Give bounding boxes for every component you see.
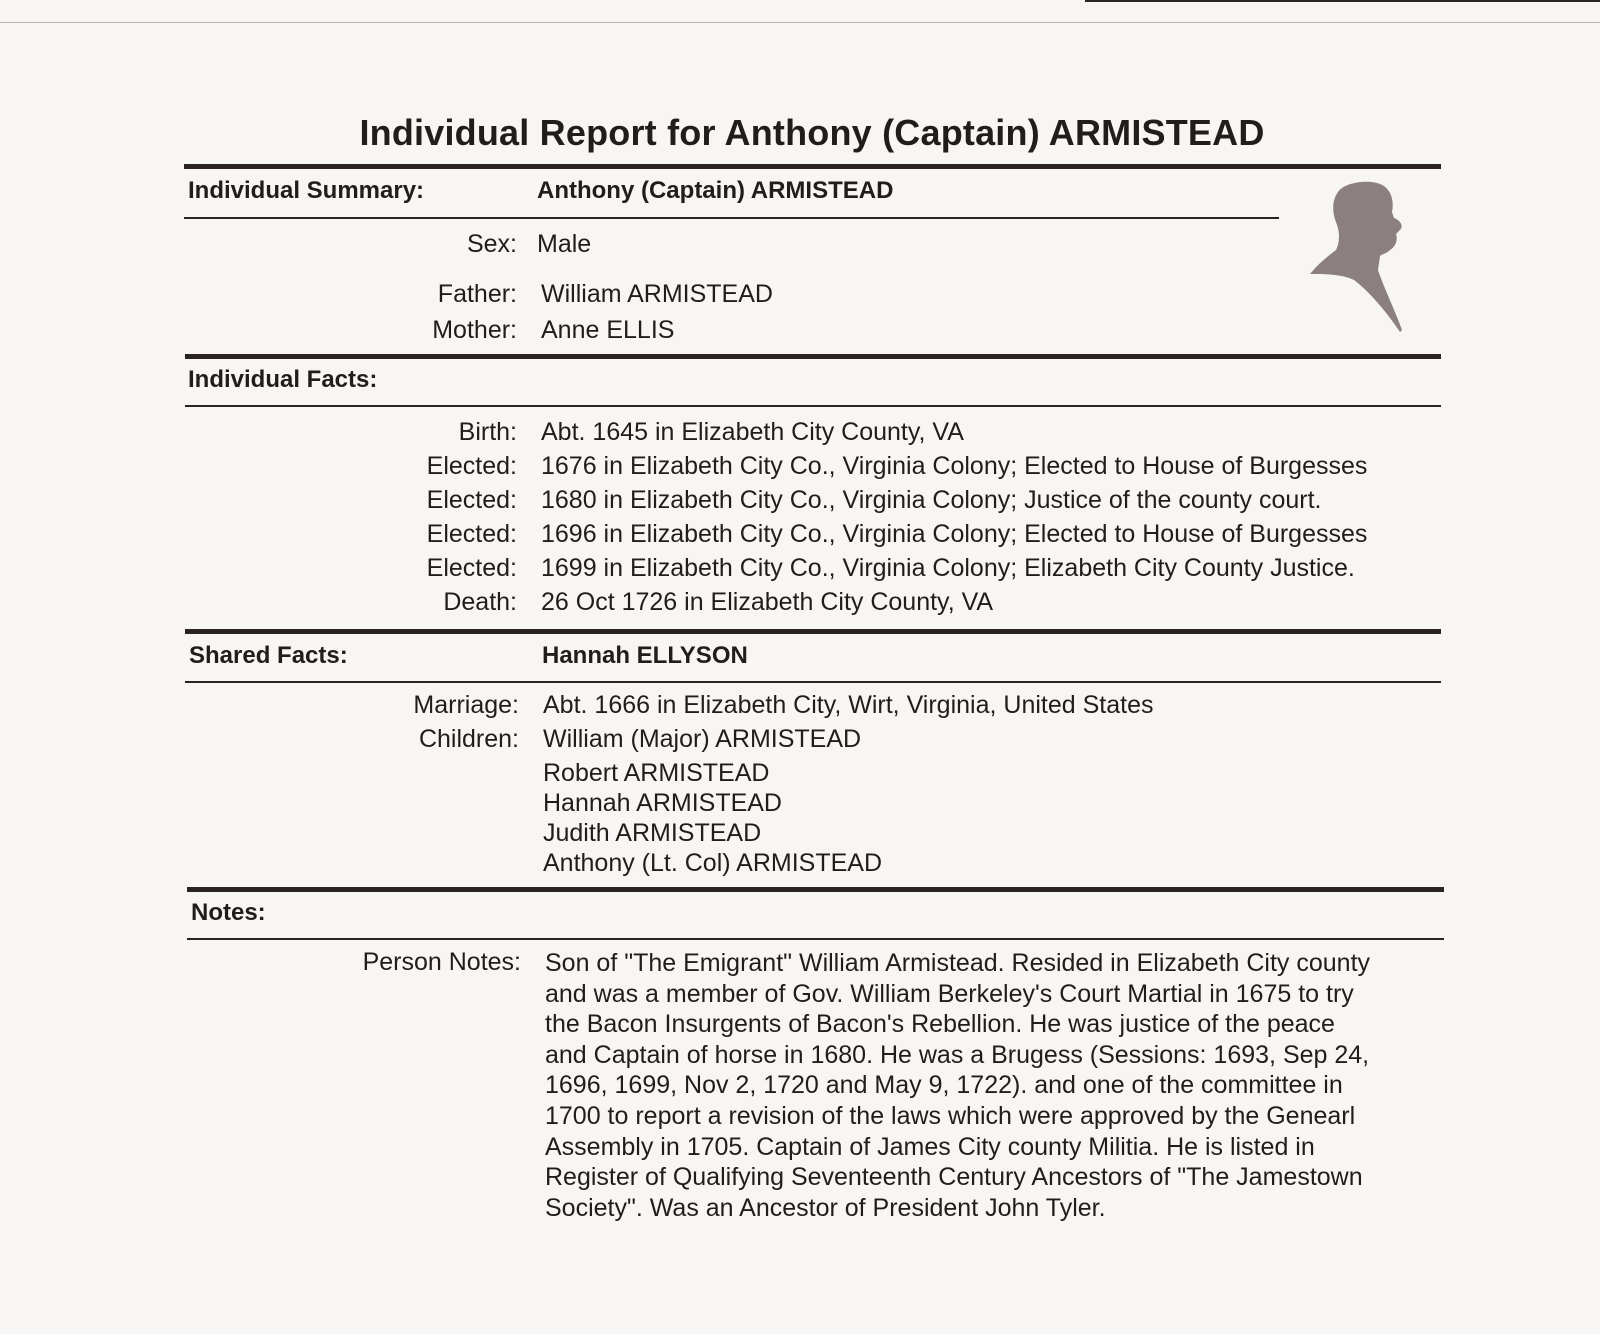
fact-label: Elected:: [426, 520, 517, 548]
notes-line: Society". Was an Ancestor of President John Tyler.: [545, 1193, 1106, 1222]
child-name: Robert ARMISTEAD: [543, 759, 770, 787]
scan-edge-dark-line: [1085, 0, 1600, 2]
individual-summary-heading: Individual Summary:: [188, 177, 425, 204]
fact-value: 1680 in Elizabeth City Co., Virginia Colony; Justice of the county court.: [541, 486, 1322, 514]
fact-label: Elected:: [426, 486, 517, 514]
child-name: William (Major) ARMISTEAD: [543, 725, 862, 753]
mother-value: Anne ELLIS: [541, 316, 675, 344]
notes-line: 1696, 1699, Nov 2, 1720 and May 9, 1722). and one of the committee in: [545, 1071, 1343, 1100]
notes-line: and Captain of horse in 1680. He was a Brugess (Sessions: 1693, Sep 24,: [545, 1040, 1370, 1069]
notes-top-divider: [187, 887, 1444, 892]
summary-divider: [184, 217, 1279, 219]
notes-line: 1700 to report a revision of the laws which were approved by the Genearl: [545, 1101, 1356, 1130]
notes-line: Assembly in 1705. Captain of James City county Militia. He is listed in: [545, 1132, 1315, 1161]
title-divider: [184, 164, 1441, 169]
children-label: Children:: [418, 725, 519, 753]
marriage-label: Marriage:: [413, 691, 519, 719]
sex-value: Male: [537, 230, 592, 258]
marriage-value: Abt. 1666 in Elizabeth City, Wirt, Virginia, United States: [543, 691, 1154, 719]
individual-facts-heading: Individual Facts:: [188, 366, 378, 393]
shared-facts-top-divider: [185, 629, 1441, 634]
fact-value: 26 Oct 1726 in Elizabeth City County, VA: [541, 588, 994, 616]
notes-line: and was a member of Gov. William Berkeley's Court Martial in 1675 to try: [545, 979, 1354, 1008]
father-label: Father:: [437, 280, 517, 308]
fact-value: 1699 in Elizabeth City Co., Virginia Colony; Elizabeth City County Justice.: [541, 554, 1355, 582]
spouse-name: Hannah ELLYSON: [542, 642, 748, 669]
child-name: Anthony (Lt. Col) ARMISTEAD: [543, 849, 883, 877]
fact-value: 1676 in Elizabeth City Co., Virginia Colony; Elected to House of Burgesses: [541, 452, 1368, 480]
fact-value: 1696 in Elizabeth City Co., Virginia Colony; Elected to House of Burgesses: [541, 520, 1368, 548]
fact-label: Elected:: [426, 554, 517, 582]
male-silhouette-icon: [1310, 180, 1430, 340]
notes-line: Son of "The Emigrant" William Armistead. Resided in Elizabeth City county: [545, 949, 1371, 977]
notes-heading: Notes:: [191, 899, 266, 926]
sex-label: Sex:: [466, 230, 517, 258]
individual-facts-top-divider: [185, 354, 1441, 359]
fact-label: Birth:: [458, 418, 517, 446]
father-value: William ARMISTEAD: [541, 280, 773, 308]
notes-line: the Bacon Insurgents of Bacon's Rebellion. He was justice of the peace: [545, 1010, 1335, 1039]
shared-facts-heading: Shared Facts:: [189, 642, 348, 669]
notes-line: Register of Qualifying Seventeenth Century Ancestors of "The Jamestown: [545, 1163, 1363, 1192]
summary-name: Anthony (Captain) ARMISTEAD: [537, 177, 894, 204]
fact-value: Abt. 1645 in Elizabeth City County, VA: [541, 418, 964, 446]
shared-facts-divider: [185, 681, 1441, 683]
child-name: Judith ARMISTEAD: [543, 819, 762, 847]
individual-facts-divider: [185, 405, 1441, 407]
person-notes-label: Person Notes:: [362, 948, 521, 976]
person-notes-text: [545, 948, 1425, 1223]
fact-label: Elected:: [426, 452, 517, 480]
fact-label: Death:: [443, 588, 517, 616]
notes-divider: [187, 938, 1444, 940]
child-name: Hannah ARMISTEAD: [543, 789, 782, 817]
report-title: Individual Report for Anthony (Captain) ARMISTEAD: [359, 112, 1265, 153]
scan-edge-line: [0, 22, 1600, 23]
mother-label: Mother:: [432, 316, 517, 344]
